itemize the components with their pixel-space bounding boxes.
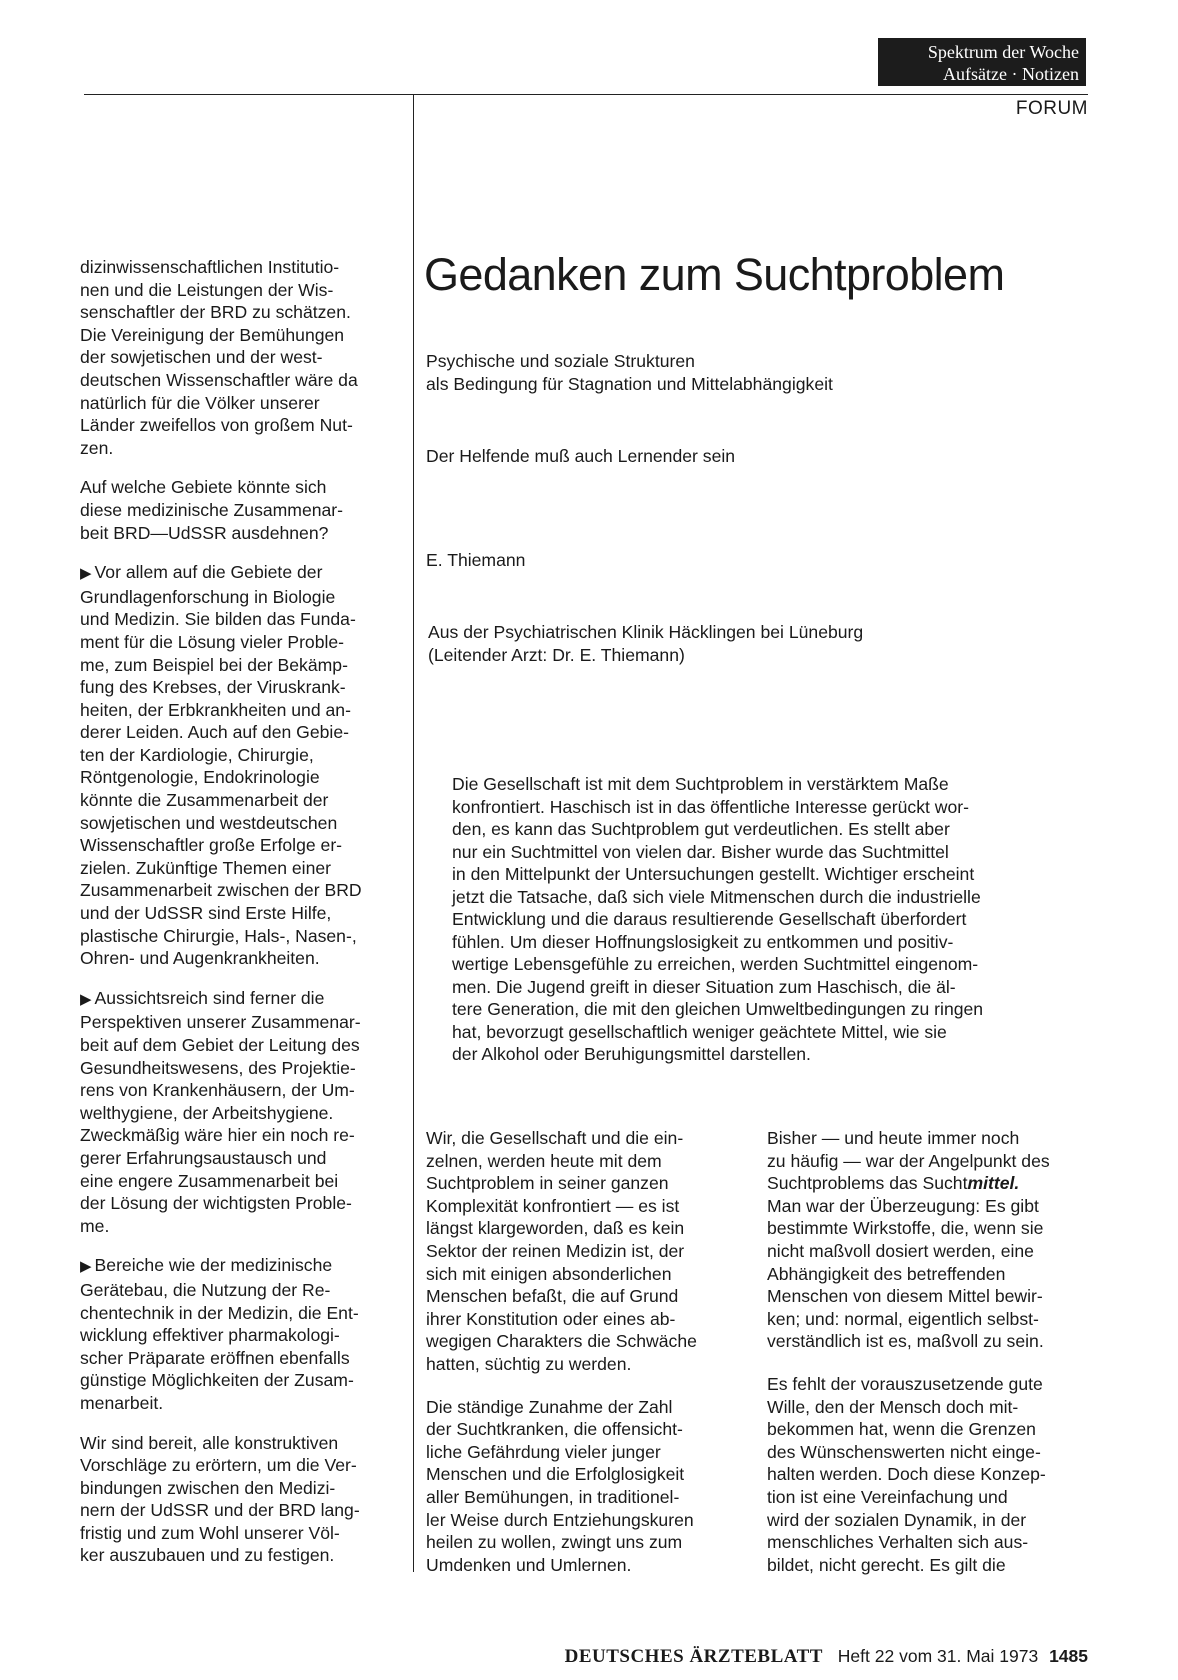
middle-paragraph-1: Wir, die Gesellschaft und die ein- zelnen, werden heute mit dem Suchtproblem in seiner ganzen Komplexität konfrontiert — es ist längst klargeworden, daß es kein Sektor der reinen Medizin ist, der sich mit einigen absonderlichen Menschen befaßt, die auf Grund ihrer Konstitution oder eines ab- wegigen Charakters die Schwäche hatten, süchtig zu werden. — [426, 1128, 697, 1374]
section-box-line2: Aufsätze · Notizen — [943, 64, 1079, 84]
left-paragraph-4-text: Aussichtsreich sind ferner die Perspektiven unserer Zusammenar- beit auf dem Gebiet der Leitung des Gesundheitswesens, des Projektie- rens von Krankenhäusern, der Um- welthygiene, der Arbeitshygiene. Zweckmäßig wäre hier ein noch re- gerer Erfahrungsaustausch und eine engere Zusammenarbeit bei der Lösung der wichtigsten Proble- me. — [80, 987, 361, 1236]
left-paragraph-2: Auf welche Gebiete könnte sich diese medizinische Zusammenar- beit BRD—UdSSR ausdehnen? — [80, 477, 344, 543]
section-label: FORUM — [1015, 98, 1088, 119]
left-paragraph-3-text: Vor allem auf die Gebiete der Grundlagenforschung in Biologie und Medizin. Sie bilden das Funda- ment für die Lösung vieler Proble- me, zum Beispiel bei der Bekämp- fung des Krebses, der Viruskrank- heiten, der Erbkrankheiten und an- derer Leiden. Auch auf den Gebie- ten der Kardiologie, Chirurgie, Röntgenologie, Endokrinologie könnte die Zusammenarbeit der sowjetischen und westdeutschen Wissenschaftler große Erfolge er- zielen. Zukünftige Themen einer Zusammenarbeit zwischen der BRD und der UdSSR sind Erste Hilfe, plastische Chirurgie, Hals-, Nasen-, Ohren- und Augenkrankheiten. — [80, 562, 362, 969]
left-paragraph-4 — [80, 987, 396, 1238]
right-paragraph-2: Es fehlt der vorauszusetzende gute Wille, den der Mensch doch mit- bekommen hat, wenn die Grenzen des Wünschenswerten nicht einge- halten werden. Doch diese Konzep- tion ist eine Vereinfachung und wird der sozialen Dynamik, in der menschliches Verhalten sich aus- bildet, nicht gerecht. Es gilt die — [767, 1373, 1046, 1575]
top-rule — [84, 94, 1088, 95]
left-paragraph-3 — [80, 561, 396, 970]
article-title: Gedanken zum Suchtproblem — [424, 249, 1005, 300]
right-paragraph-1 — [767, 1127, 1087, 1353]
issue-info: Heft 22 vom 31. Mai 1973 — [837, 1646, 1039, 1666]
left-paragraph-5-text: Bereiche wie der medizinische Gerätebau, die Nutzung der Re- chentechnik in der Medizin, die Ent- wicklung effektiver pharmakologi- scher Präparate eröffnen ebenfalls günstige Möglichkeiten der Zusam- menarbeit. — [80, 1255, 359, 1413]
left-paragraph-6: Wir sind bereit, alle konstruktiven Vorschläge zu erörtern, um die Ver- bindungen zwischen den Medizi- nern der UdSSR und der BRD lang- fristig und zum Wohl unserer Völ- ker auszubauen und zu festigen. — [80, 1432, 360, 1566]
article-subtitle: Psychische und soziale Strukturen als Bedingung für Stagnation und Mittelabhängigkeit — [426, 351, 833, 394]
bullet-triangle-icon: ▶ — [80, 565, 92, 583]
page-footer — [565, 1646, 1088, 1668]
middle-column — [426, 1127, 742, 1576]
bullet-triangle-icon: ▶ — [80, 1258, 92, 1276]
article-author: E. Thiemann — [426, 550, 526, 570]
left-paragraph-1: dizinwissenschaftlichen Institutio- nen und die Leistungen der Wis- senschaftler der BRD zu schätzen. Die Vereinigung der Bemühungen der sowjetischen und der west- deutschen Wissenschaftler wäre da natürlich für die Völker unserer Länder zweifellos von großem Nut- zen. — [80, 257, 358, 458]
right-paragraph-1-start: Bisher — und heute immer noch zu häufig — war der Angelpunkt des Suchtproblems das Sucht — [767, 1128, 1050, 1194]
article-tagline: Der Helfende muß auch Lernender sein — [426, 446, 736, 466]
right-paragraph-1-end: Man war der Überzeugung: Es gibt bestimmte Wirkstoffe, die, wenn sie nicht maßvoll dosiert werden, eine Abhängigkeit des betreffenden Menschen von diesem Mittel bewir- ken; und: normal, eigentlich selbst- verständlich ist es, maßvoll zu sein. — [767, 1195, 1044, 1352]
journal-name: DEUTSCHES ÄRZTEBLATT — [564, 1646, 823, 1667]
section-box-line1: Spektrum der Woche — [927, 42, 1079, 62]
bullet-triangle-icon: ▶ — [80, 990, 92, 1008]
emphasized-word: mittel. — [967, 1173, 1020, 1194]
right-column — [767, 1127, 1087, 1576]
article-affiliation: Aus der Psychiatrischen Klinik Häcklingen bei Lüneburg (Leitender Arzt: Dr. E. Thiemann) — [428, 622, 864, 665]
middle-paragraph-2: Die ständige Zunahme der Zahl der Suchtkranken, die offensicht- liche Gefährdung vieler junger Menschen und die Erfolglosigkeit aller Bemühungen, in traditionel- ler Weise durch Entziehungskuren heilen zu wollen, zwingt uns zum Umdenken und Umlernen. — [426, 1396, 694, 1575]
left-paragraph-5 — [80, 1254, 396, 1414]
left-column — [80, 256, 396, 1567]
article-abstract: Die Gesellschaft ist mit dem Suchtproblem in verstärktem Maße konfrontiert. Haschisch ist in das öffentliche Interesse gerückt wor- den, es kann das Suchtproblem gut verdeutlichen. Es stellt aber nur ein Suchtmittel von vielen dar. Bisher wurde das Suchtmittel in den Mittelpunkt der Untersuchungen gestellt. Wichtiger erscheint jetzt die Tatsache, daß sich viele Mitmenschen durch die industrielle Entwicklung und die daraus resultierende Gesellschaft überfordert fühlen. Um dieser Hoffnungslosigkeit zu entkommen und positiv- wertige Lebensgefühle zu erreichen, werden Suchtmittel eingenom- men. Die Jugend greift in dieser Situation zum Haschisch, die äl- tere Generation, die mit den gleichen Umweltbedingungen zu ringen hat, bevorzugt gesellschaftlich weniger geächtete Mittel, wie sie der Alkohol oder Beruhigungsmittel darstellen. — [452, 774, 984, 1064]
column-divider — [413, 94, 414, 1572]
page-number: 1485 — [1049, 1646, 1088, 1666]
section-header-box — [878, 38, 1086, 86]
